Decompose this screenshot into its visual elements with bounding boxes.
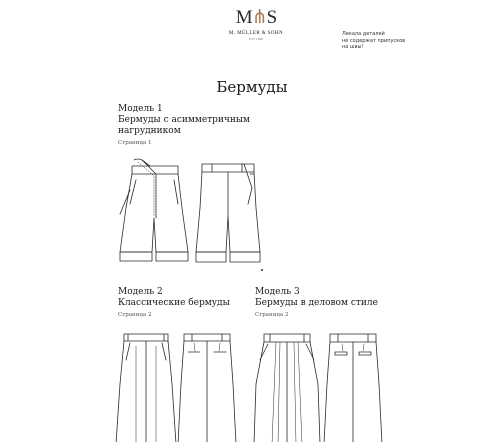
note-line-2: не содержат припусков (342, 37, 406, 44)
model-2-desc-line-1: Классические бермуды (118, 298, 230, 308)
logo-letter-m: M (235, 7, 252, 28)
model-2-back-sketch (178, 334, 236, 442)
model-1-page: Страница 1 (118, 140, 152, 146)
seam-allowance-note (342, 31, 442, 51)
model-1-label: Модель 1 (118, 104, 163, 114)
model-3-desc-line-1: Бермуды в деловом стиле (255, 298, 378, 308)
model-1-back-sketch (194, 164, 264, 274)
model-3-back-sketch (324, 334, 382, 442)
brand-name: M. MÜLLER & SOHN (229, 31, 283, 36)
logo-figures: ⋔ (251, 7, 267, 28)
model-2-front-sketch (116, 334, 176, 442)
logo-letter-s: S (266, 7, 277, 28)
model-1-heading (118, 104, 250, 146)
model-3-heading (255, 287, 378, 318)
note-line-1: Лекала деталей (342, 31, 385, 37)
model-3-label: Модель 3 (255, 287, 300, 297)
brand-logo (216, 8, 296, 41)
model-1-desc-line-2: нагрудником (118, 126, 181, 136)
model-1-desc-line-1: Бермуды с асимметричным (118, 115, 251, 125)
model-2-label: Модель 2 (118, 287, 163, 297)
model-3-front-sketch (254, 334, 320, 442)
model-1-front-sketch (116, 160, 192, 272)
model-3-page: Страница 2 (255, 312, 289, 318)
page-title: Бермуды (216, 78, 288, 96)
brand-est: EST 1848 (248, 37, 264, 41)
note-line-3: на швы! (342, 44, 364, 50)
logo-mark (216, 8, 296, 28)
model-2-page: Страница 2 (118, 312, 152, 318)
model-2-heading (118, 287, 230, 318)
